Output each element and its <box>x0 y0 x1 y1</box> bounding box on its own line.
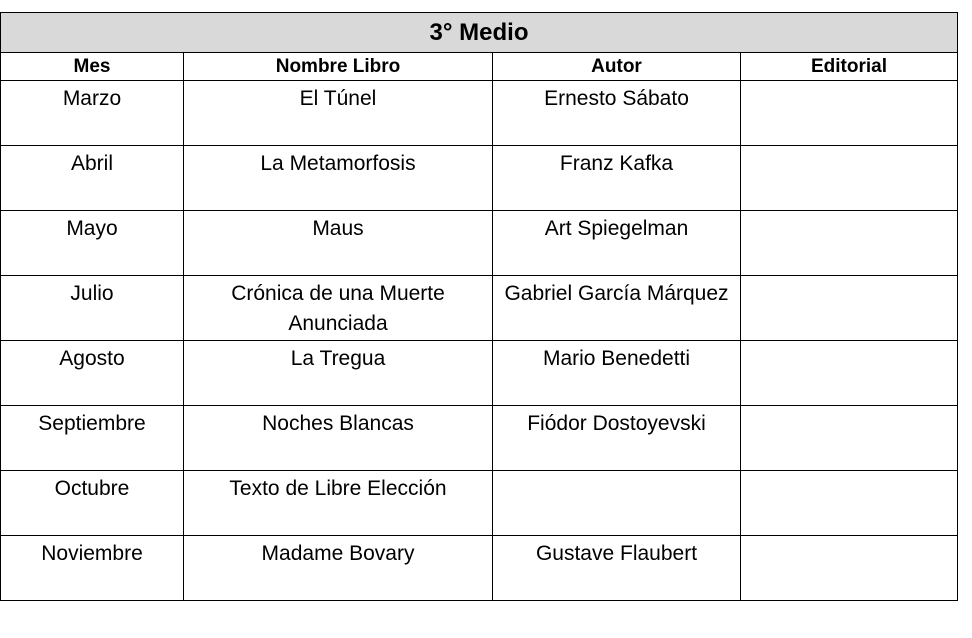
cell-libro: El Túnel <box>184 81 493 146</box>
cell-autor: Gabriel García Márquez <box>493 276 741 341</box>
cell-mes: Octubre <box>1 471 184 536</box>
table-row <box>1 276 958 341</box>
cell-mes: Abril <box>1 146 184 211</box>
cell-autor <box>493 471 741 536</box>
table-title: 3° Medio <box>1 13 958 53</box>
header-row <box>1 53 958 81</box>
cell-mes: Julio <box>1 276 184 341</box>
table-row <box>1 341 958 406</box>
cell-editorial <box>741 341 958 406</box>
cell-mes: Noviembre <box>1 536 184 601</box>
cell-libro: La Metamorfosis <box>184 146 493 211</box>
cell-libro: Texto de Libre Elección <box>184 471 493 536</box>
table-row <box>1 471 958 536</box>
cell-mes: Septiembre <box>1 406 184 471</box>
cell-editorial <box>741 536 958 601</box>
header-editorial: Editorial <box>741 53 958 81</box>
cell-editorial <box>741 81 958 146</box>
cell-libro: Crónica de una Muerte Anunciada <box>184 276 493 341</box>
table-row <box>1 211 958 276</box>
title-row <box>1 13 958 53</box>
cell-libro: La Tregua <box>184 341 493 406</box>
cell-mes: Marzo <box>1 81 184 146</box>
cell-mes: Mayo <box>1 211 184 276</box>
cell-libro: Madame Bovary <box>184 536 493 601</box>
table-row <box>1 406 958 471</box>
header-mes: Mes <box>1 53 184 81</box>
cell-autor: Gustave Flaubert <box>493 536 741 601</box>
cell-libro: Maus <box>184 211 493 276</box>
table-row <box>1 146 958 211</box>
reading-list-table <box>0 12 958 601</box>
cell-autor: Franz Kafka <box>493 146 741 211</box>
cell-autor: Fiódor Dostoyevski <box>493 406 741 471</box>
cell-libro: Noches Blancas <box>184 406 493 471</box>
cell-editorial <box>741 146 958 211</box>
cell-autor: Mario Benedetti <box>493 341 741 406</box>
table-row <box>1 81 958 146</box>
cell-editorial <box>741 406 958 471</box>
table-row <box>1 536 958 601</box>
cell-mes: Agosto <box>1 341 184 406</box>
header-autor: Autor <box>493 53 741 81</box>
cell-autor: Art Spiegelman <box>493 211 741 276</box>
cell-editorial <box>741 211 958 276</box>
cell-editorial <box>741 471 958 536</box>
header-nombre-libro: Nombre Libro <box>184 53 493 81</box>
cell-editorial <box>741 276 958 341</box>
cell-autor: Ernesto Sábato <box>493 81 741 146</box>
